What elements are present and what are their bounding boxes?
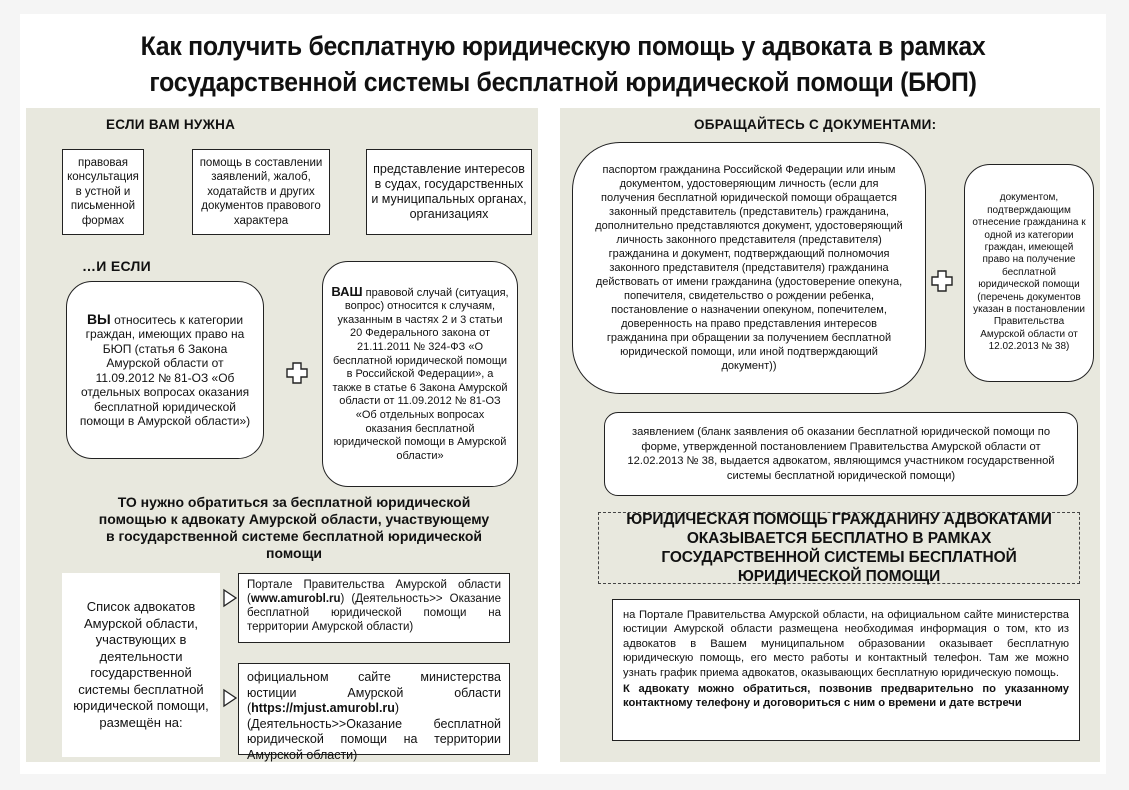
your-case-box bbox=[322, 261, 518, 487]
poster-page bbox=[20, 14, 1106, 774]
ministry-link-box[interactable]: официальном сайте министерства юстиции Амурской области (https://mjust.amurobl.ru) (Деятельность>>Оказание бесплатной юридической помощи на территории Амурской области) bbox=[238, 663, 510, 755]
portal-link-box[interactable]: Портале Правительства Амурской области (www.amurobl.ru) (Деятельность>> Оказание бесплатной юридической помощи на территории Амурской области) bbox=[238, 573, 510, 643]
passport-doc-box: паспортом гражданина Российской Федерации или иным документом, удостоверяющим личность (если для получения бесплатной юридической помощи обращается законный представитель (представитель) гражданина, дополнительно представляются документ, удостоверяющий личность законного представителя (представителя) гражданина и документ, подтверждающий полномочия законного представителя (представителя) гражданина действовать от имени гражданина (удостоверение опекуна, попечителя, свидетельство о рождении ребенка, постановление о назначении опекуном, попечителем, доверенность на право представления интересов гражданина при обращении за получением бесплатной юридической помощи, или иной подтверждающий документ)) bbox=[572, 142, 926, 394]
list-of-lawyers-box: Список адвокатов Амурской области, участвующих в деятельности государственной системы бесплатной юридической помощи, размещён на: bbox=[62, 573, 220, 757]
portal-url-link[interactable]: www.amurobl.ru bbox=[250, 593, 341, 605]
you-category-box bbox=[66, 281, 264, 459]
need-representation-box: представление интересов в судах, государственных и муниципальных органах, организациях bbox=[366, 149, 532, 235]
arrow-to-portal-icon bbox=[222, 588, 238, 608]
plus-icon-docs bbox=[931, 270, 953, 292]
case-label: ВАШ bbox=[331, 283, 363, 299]
free-help-banner: ЮРИДИЧЕСКАЯ ПОМОЩЬ ГРАЖДАНИНУ АДВОКАТАМИ ОКАЗЫВАЕТСЯ БЕСПЛАТНО В РАМКАХ ГОСУДАРСТВЕННОЙ СИСТЕМЫ БЕСПЛАТНОЙ ЮРИДИЧЕСКОЙ ПОМОЩИ bbox=[598, 512, 1080, 584]
info-box bbox=[612, 599, 1080, 741]
you-text: относитесь к категории граждан, имеющих право на БЮП (статья 6 Закона Амурской области от 11.09.2012 № 81-ОЗ «Об отдельных вопросах оказания бесплатной юридической помощи в Амурской области») bbox=[79, 312, 251, 428]
application-doc-box: заявлением (бланк заявления об оказании бесплатной юридической помощи по форме, утвержденной постановлением Правительства Амурской области от 12.02.2013 № 38, выдается адвокатом, являющимся участником государственной системы бесплатной юридической помощи) bbox=[604, 412, 1078, 496]
page-title bbox=[63, 28, 1062, 100]
heading-and-if: …И ЕСЛИ bbox=[82, 258, 152, 274]
heading-apply-with-docs: ОБРАЩАЙТЕСЬ С ДОКУМЕНТАМИ: bbox=[694, 117, 937, 132]
info-text: на Портале Правительства Амурской области, на официальном сайте министерства юстиции Амурской области размещена необходимая информация о том, кто из адвокатов в Вашем муниципальном образовании оказывает бесплатную юридическую помощь, его место работы и контактный телефон. Там же можно узнать график приема адвокатов, оказывающих бесплатную юридическую помощь. bbox=[623, 609, 1069, 679]
left-panel bbox=[26, 108, 538, 762]
case-text: правовой случай (ситуация, вопрос) относится к случаям, указанным в частях 2 и 3 статьи 20 Федерального закона от 21.11.2011 № 324-ФЗ «О бесплатной юридической помощи в Российской Федерации», а также в статье 6 Закона Амурской области от 11.09.2012 № 81-ОЗ «Об отдельных вопросах оказания бесплатной юридической помощи в Амурской области» bbox=[332, 286, 509, 462]
heading-if-you-need: ЕСЛИ ВАМ НУЖНА bbox=[106, 117, 236, 132]
need-documents-box: помощь в составлении заявлений, жалоб, ходатайств и других документов правового характера bbox=[192, 149, 330, 235]
you-label: ВЫ bbox=[86, 310, 111, 327]
arrow-to-ministry-icon bbox=[222, 688, 238, 708]
info-call-ahead: К адвокату можно обратиться, позвонив предварительно по указанному контактному телефону и договориться с ним о времени и дате встречи bbox=[623, 683, 1069, 710]
title-line-2: государственной системы бесплатной юридической помощи (БЮП) bbox=[149, 67, 977, 97]
right-panel bbox=[560, 108, 1100, 762]
category-doc-box: документом, подтверждающим отнесение гражданина к одной из категории граждан, имеющей право на получение бесплатной юридической помощи (перечень документов указан в постановлении Правительства Амурской области от 12.02.2013 № 38) bbox=[964, 164, 1094, 382]
ministry-url-link[interactable]: https://mjust.amurobl.ru bbox=[251, 701, 395, 715]
plus-icon bbox=[286, 362, 308, 384]
need-consultation-box: правовая консультация в устной и письменной формах bbox=[62, 149, 144, 235]
then-instruction: ТО нужно обратиться за бесплатной юридической помощью к адвокату Амурской области, участвующему в государственной системе бесплатной юридической помощи bbox=[98, 494, 490, 561]
title-line-1: Как получить бесплатную юридическую помощь у адвоката в рамках bbox=[140, 31, 986, 61]
